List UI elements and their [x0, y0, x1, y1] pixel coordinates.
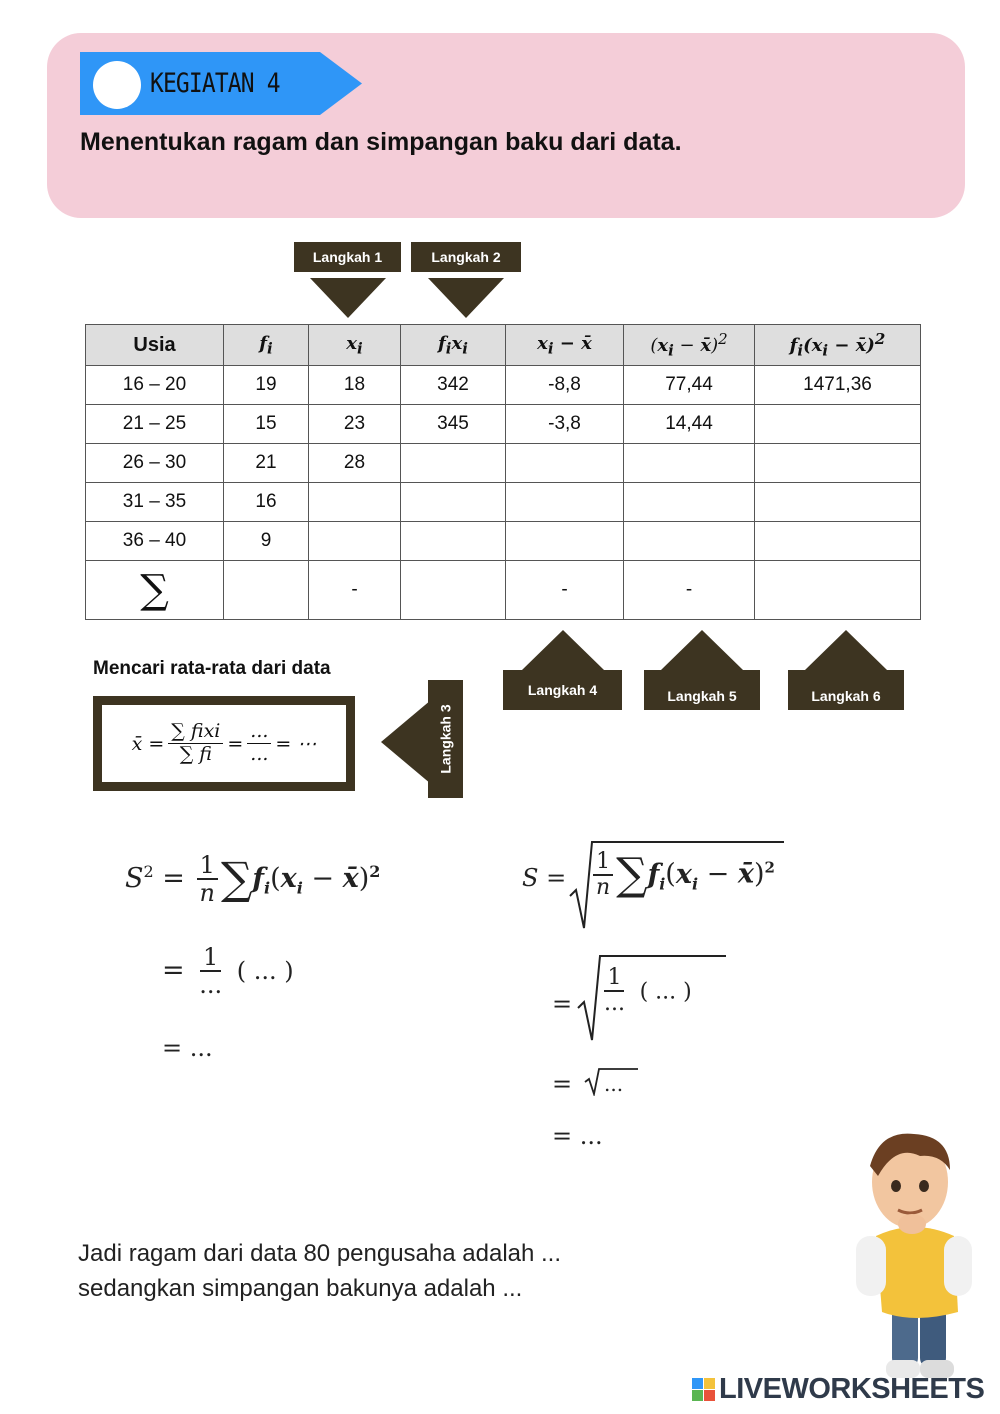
cell-deviation-squared: 77,44	[624, 366, 755, 405]
col-header-fixi: $f_ix_i$	[401, 325, 506, 366]
sum-symbol: ∑	[86, 561, 224, 620]
stdev-result[interactable]: = ...	[552, 1122, 603, 1150]
stdev-radicand: $\frac{1}{n}$ $\sum f_i(x_i$ − x̄)$^2$	[590, 850, 775, 900]
table-row	[86, 444, 921, 483]
cell-deviation[interactable]	[506, 444, 624, 483]
stdev-step-2-fraction: $\frac{1}{...}$	[601, 966, 628, 1016]
step-5-arrow-up-icon	[661, 630, 743, 672]
sum-fi[interactable]	[224, 561, 309, 620]
step-4-arrow-up-icon	[522, 630, 604, 672]
frequency-table	[85, 324, 921, 620]
liveworksheets-logo	[692, 1373, 984, 1406]
conclusion-text	[78, 1236, 561, 1306]
stdev-n: n	[596, 875, 611, 901]
cell-weighted-squared: 1471,36	[755, 366, 921, 405]
cell-usia: 36 – 40	[86, 522, 224, 561]
step-3-arrow-left-icon	[381, 700, 433, 784]
cell-fixi[interactable]	[401, 522, 506, 561]
cell-xi[interactable]	[309, 522, 401, 561]
cell-fi: 16	[224, 483, 309, 522]
stdev-step-2-paren[interactable]: ( ... )	[639, 979, 692, 1005]
stdev-symbol: S =	[522, 864, 567, 892]
col-header-deviation: $x_i$ − x̄	[506, 325, 624, 366]
conclusion-line-1[interactable]: Jadi ragam dari data 80 pengusaha adalah ...	[78, 1240, 562, 1267]
stdev-step-2	[598, 966, 692, 1016]
table-sum-row	[86, 561, 921, 620]
activity-title: KEGIATAN 4	[150, 68, 280, 99]
mean-lhs: x̄ =	[131, 732, 165, 755]
cell-xi: 18	[309, 366, 401, 405]
table-row	[86, 483, 921, 522]
stdev-step-3-value[interactable]: ...	[604, 1072, 624, 1096]
cell-usia: 21 – 25	[86, 405, 224, 444]
variance-fraction	[197, 852, 218, 907]
stdev-step-3-eq: =	[552, 1070, 573, 1098]
cell-fi: 9	[224, 522, 309, 561]
sum-deviation: -	[506, 561, 624, 620]
col-header-xi: $x_i$	[309, 325, 401, 366]
cell-usia: 26 – 30	[86, 444, 224, 483]
cell-fixi[interactable]	[401, 444, 506, 483]
step-6-arrow-up-icon	[805, 630, 887, 672]
col-header-usia: Usia	[86, 325, 224, 366]
mean-numerator: ∑ fixi	[168, 721, 223, 744]
mean-equals: =	[227, 732, 244, 755]
col-header-fi: $f_i$	[224, 325, 309, 366]
variance-step-2-paren[interactable]: ( ... )	[236, 956, 294, 985]
cell-weighted-squared[interactable]	[755, 444, 921, 483]
cell-weighted-squared[interactable]	[755, 405, 921, 444]
cell-deviation-squared[interactable]	[624, 444, 755, 483]
sum-deviation-squared: -	[624, 561, 755, 620]
mean-section-title: Mencari rata-rata dari data	[93, 658, 331, 679]
cell-usia: 31 – 35	[86, 483, 224, 522]
variance-step-2-fraction: $\frac{1}{...}$	[196, 944, 225, 999]
col-header-deviation-squared: ($x_i$ − x̄)$^2$	[624, 325, 755, 366]
sum-xi: -	[309, 561, 401, 620]
cell-fi: 19	[224, 366, 309, 405]
cell-fixi: 342	[401, 366, 506, 405]
table-row	[86, 405, 921, 444]
mean-answer-denominator[interactable]: ...	[250, 743, 269, 765]
cell-fi: 15	[224, 405, 309, 444]
variance-one: 1	[197, 852, 218, 880]
activity-subtitle: Menentukan ragam dan simpangan baku dari data.	[80, 128, 682, 156]
table-row	[86, 366, 921, 405]
cell-fixi[interactable]	[401, 483, 506, 522]
table-header-row	[86, 325, 921, 366]
step-1-label: Langkah 1	[294, 242, 401, 272]
cell-deviation[interactable]	[506, 483, 624, 522]
cell-deviation: -3,8	[506, 405, 624, 444]
thinking-boy-illustration	[850, 1124, 980, 1386]
step-5-label: Langkah 5	[644, 670, 760, 710]
cell-usia: 16 – 20	[86, 366, 224, 405]
cell-fi: 21	[224, 444, 309, 483]
variance-step-2-den[interactable]: ...	[199, 971, 223, 1000]
step-2-arrow-down-icon	[428, 272, 504, 318]
variance-n: n	[199, 879, 215, 908]
mean-fraction	[168, 721, 223, 766]
step-3-label	[428, 680, 463, 798]
stdev-one: 1	[593, 850, 613, 876]
cell-deviation-squared[interactable]	[624, 522, 755, 561]
cell-deviation[interactable]	[506, 522, 624, 561]
step-6-label: Langkah 6	[788, 670, 904, 710]
cell-xi: 28	[309, 444, 401, 483]
cell-xi: 23	[309, 405, 401, 444]
liveworksheets-logo-icon	[692, 1378, 716, 1402]
cell-weighted-squared[interactable]	[755, 522, 921, 561]
cell-fixi: 345	[401, 405, 506, 444]
col-header-weighted-squared: $f_i(x_i$ − x̄)$^2$	[755, 325, 921, 366]
step-3-label-text: Langkah 3	[437, 704, 454, 774]
conclusion-line-2[interactable]: sedangkan simpangan bakunya adalah ...	[78, 1275, 523, 1302]
stdev-step-2-den[interactable]: ...	[604, 991, 625, 1017]
variance-result[interactable]: = ...	[162, 1034, 213, 1062]
liveworksheets-logo-text: LIVEWORKSHEETS	[719, 1373, 985, 1405]
mean-answer-result[interactable]: = ⋯	[275, 732, 317, 755]
cell-deviation-squared: 14,44	[624, 405, 755, 444]
variance-symbol: S	[125, 862, 144, 894]
cell-weighted-squared[interactable]	[755, 483, 921, 522]
mean-formula-box	[93, 696, 355, 791]
stdev-formula	[522, 862, 566, 893]
stdev-step-2-eq: =	[552, 990, 573, 1018]
stdev-fraction	[593, 850, 613, 900]
step-4-label: Langkah 4	[503, 670, 622, 710]
cell-xi[interactable]	[309, 483, 401, 522]
table-row	[86, 522, 921, 561]
cell-deviation: -8,8	[506, 366, 624, 405]
variance-exponent: 2	[143, 861, 154, 881]
mean-answer-fraction	[247, 721, 271, 766]
cell-deviation-squared[interactable]	[624, 483, 755, 522]
variance-step-2: = $\frac{1}{...}$ ( ... )	[162, 943, 294, 1000]
ribbon-circle-icon	[93, 61, 141, 109]
step-1-arrow-down-icon	[310, 272, 386, 318]
variance-formula: $S^2$ = $\frac{1}{n}$ $\sum f_i(x_i$ − x̄)$^2$	[125, 851, 381, 908]
step-2-label: Langkah 2	[411, 242, 521, 272]
mean-denominator: ∑ fi	[179, 743, 212, 765]
sum-fixi[interactable]	[401, 561, 506, 620]
sum-weighted-squared[interactable]	[755, 561, 921, 620]
mean-answer-numerator[interactable]: ...	[247, 721, 271, 744]
